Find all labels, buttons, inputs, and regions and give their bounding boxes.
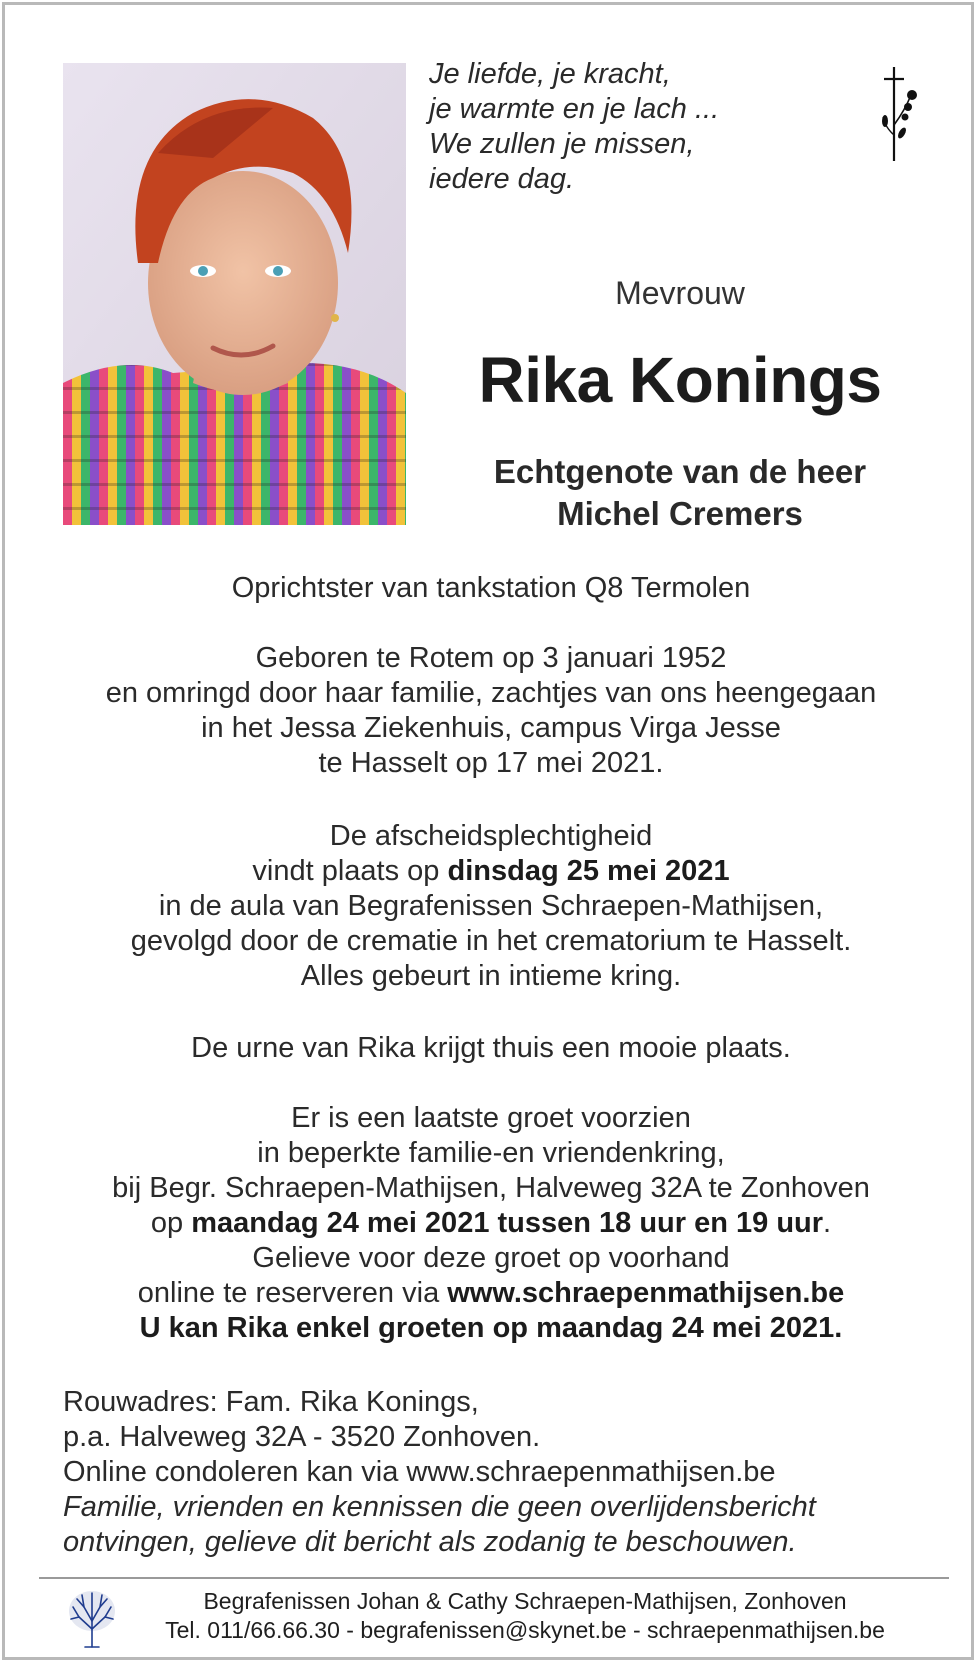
portrait-photo [63, 63, 406, 525]
funeral-home-footer [125, 1587, 925, 1645]
greeting-text: . [823, 1207, 832, 1239]
ceremony-line: in de aula van Begrafenissen Schraepen-Mathijsen, [158, 890, 824, 922]
greeting-text: op [150, 1207, 192, 1239]
notice-line: Familie, vrienden en kennissen die geen overlijdensbericht [63, 1491, 816, 1523]
urn-note [5, 1031, 977, 1066]
spouse-block [425, 451, 935, 535]
ceremony-line: gevolgd door de crematie in het crematorium te Hasselt. [130, 925, 852, 957]
occupation [5, 571, 977, 606]
poem-line: je warmte en je lach ... [429, 93, 720, 125]
ceremony-block [5, 819, 977, 994]
condolence-line: Online condoleren kan via www.schraepenmathijsen.be [63, 1456, 776, 1488]
address-line: p.a. Halveweg 32A - 3520 Zonhoven. [63, 1421, 541, 1453]
greeting-line [5, 1311, 977, 1346]
reservation-link[interactable]: www.schraepenmathijsen.be [447, 1277, 845, 1309]
greeting-line [5, 1206, 977, 1241]
greeting-line: bij Begr. Schraepen-Mathijsen, Halveweg 32A te Zonhoven [112, 1172, 870, 1204]
footer-line: Tel. 011/66.66.30 - begrafenissen@skynet.be - schraepenmathijsen.be [165, 1617, 885, 1643]
footer-line: Begrafenissen Johan & Cathy Schraepen-Mathijsen, Zonhoven [203, 1588, 847, 1614]
birth-death-line: te Hasselt op 17 mei 2021. [318, 747, 664, 779]
birth-death-line: en omringd door haar familie, zachtjes van ons heengegaan [105, 677, 877, 709]
footer-divider [39, 1577, 949, 1579]
poem-line: Je liefde, je kracht, [429, 58, 671, 90]
ceremony-text: vindt plaats op [252, 855, 448, 887]
greeting-line: in beperkte familie-en vriendenkring, [257, 1137, 725, 1169]
ceremony-line: Alles gebeurt in intieme kring. [300, 960, 682, 992]
urn-text: De urne van Rika krijgt thuis een mooie plaats. [191, 1032, 791, 1064]
cross-flower-icon [877, 65, 923, 165]
portrait-illustration [63, 63, 406, 525]
poem [429, 57, 719, 197]
birth-death-line: in het Jessa Ziekenhuis, campus Virga Jesse [201, 712, 781, 744]
poem-line: iedere dag. [429, 163, 575, 195]
birth-death-block [5, 641, 977, 781]
birth-death-line: Geboren te Rotem op 3 januari 1952 [255, 642, 727, 674]
salutation: Mevrouw [615, 275, 745, 311]
greeting-line: Er is een laatste groet voorzien [291, 1102, 691, 1134]
address-block [63, 1385, 816, 1560]
greeting-line [5, 1276, 977, 1311]
ceremony-line [5, 854, 977, 889]
occupation-text: Oprichtster van tankstation Q8 Termolen [231, 572, 751, 604]
address-line: Rouwadres: Fam. Rika Konings, [63, 1386, 479, 1418]
tree-logo-icon [67, 1589, 117, 1649]
obituary-card [2, 2, 974, 1660]
notice-line: ontvingen, gelieve dit bericht als zodanig te beschouwen. [63, 1526, 797, 1558]
poem-line: We zullen je missen, [429, 128, 695, 160]
greeting-text: online te reserveren via [137, 1277, 448, 1309]
ceremony-line: De afscheidsplechtigheid [329, 820, 653, 852]
deceased-name: Rika Konings [478, 344, 882, 416]
greeting-datetime: maandag 24 mei 2021 tussen 18 uur en 19 uur [191, 1207, 824, 1239]
greeting-line: Gelieve voor deze groet op voorhand [252, 1242, 730, 1274]
spouse-line: Echtgenote van de heer [493, 453, 867, 490]
ceremony-date: dinsdag 25 mei 2021 [447, 855, 730, 887]
spouse-line: Michel Cremers [557, 495, 803, 532]
greeting-note: U kan Rika enkel groeten op maandag 24 mei 2021. [139, 1312, 843, 1344]
greeting-block [5, 1101, 977, 1346]
